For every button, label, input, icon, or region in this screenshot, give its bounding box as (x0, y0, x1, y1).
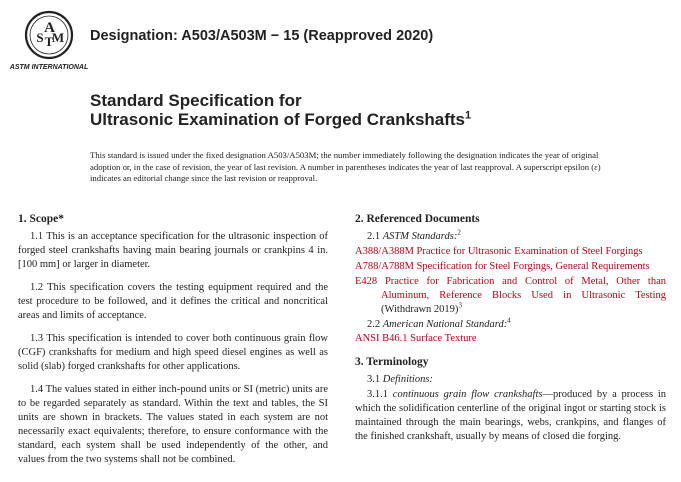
title-line-2: Ultrasonic Examination of Forged Crankshafts$^1$ (90, 109, 472, 129)
ref-ansi-b46[interactable]: ANSI B46.1 Surface Texture (355, 333, 477, 344)
svg-text:A: A (44, 20, 54, 36)
right-column (355, 212, 666, 453)
ansi-label: 2.2 American National Standard:$^4$ (367, 316, 511, 330)
referenced-heading: 2. Referenced Documents (355, 213, 480, 225)
definitions-label: 3.1 Definitions: (367, 374, 433, 385)
ref-e428[interactable]: E428 Practice for Fabrication and Control of Metal, Other than Aluminum, Reference Blocks Used in Ultrasonic Testing (Withdrawn 2019)$^3$ (355, 276, 667, 315)
svg-text:ASTM INTERNATIONAL: ASTM INTERNATIONAL (9, 64, 89, 71)
designation: Designation: A503/A503M − 15 (Reapproved 2020) (90, 28, 434, 44)
terminology-heading: 3. Terminology (355, 356, 429, 368)
scope-1-1: 1.1 This is an acceptance specification for the ultrasonic inspection of forged steel crankshafts having main bearing journals or crankpins 4 in. [100 mm] or larger in diameter. (18, 231, 328, 270)
title-footnote: 1 (465, 109, 472, 122)
scope-1-3: 1.3 This specification is intended to cover both continuous grain flow (CGF) crankshafts for medium and high speed diesel engines as well as solid (slab) forged crankshafts for other applications. (18, 333, 328, 372)
astm-logo (9, 8, 89, 72)
title-line-1: Standard Specification for (90, 91, 302, 110)
preface-notice: This standard is issued under the fixed designation A503/A503M; the number immediately following the designation indicates the year of original adoption or, in the case of revision, the year of last revision. A number in parentheses indicates the year of last reapproval. A superscript epsilon (ε) indicates an editorial change since the last revision or reapproval. (90, 150, 601, 184)
astm-standards-label: 2.1 ASTM Standards:$^2$ (367, 228, 461, 242)
svg-text:S: S (36, 30, 44, 45)
definition-3-1-1: 3.1.1 continuous grain flow crankshafts—produced by a process in which the solidification centerline of the original ingot or starting stock is maintained through the main bearings, webs, crankpins, and flanges of the finished crankshaft, usually by means of closed die forging. (355, 389, 667, 442)
ref-a788[interactable]: A788/A788M Specification for Steel Forgings, General Requirements (355, 261, 650, 272)
scope-1-2: 1.2 This specification covers the testing equipment required and the test procedure to be followed, and it defines the critical and noncritical areas and limits of acceptance. (18, 282, 328, 321)
svg-text:T: T (44, 34, 54, 49)
left-column (18, 212, 328, 476)
scope-heading: 1. Scope* (18, 213, 64, 225)
svg-text:M: M (51, 30, 65, 45)
ref-a388[interactable]: A388/A388M Practice for Ultrasonic Examination of Steel Forgings (355, 246, 643, 257)
scope-1-4: 1.4 The values stated in either inch-pound units or SI (metric) units are to be regarded separately as standard. Within the text and tables, the SI units are shown in brackets. The values stated in each system are not necessarily exact equivalents; therefore, to ensure conformance with the standard, each system shall be used independently of the other, and values from the two systems shall not be combined. (18, 384, 328, 465)
